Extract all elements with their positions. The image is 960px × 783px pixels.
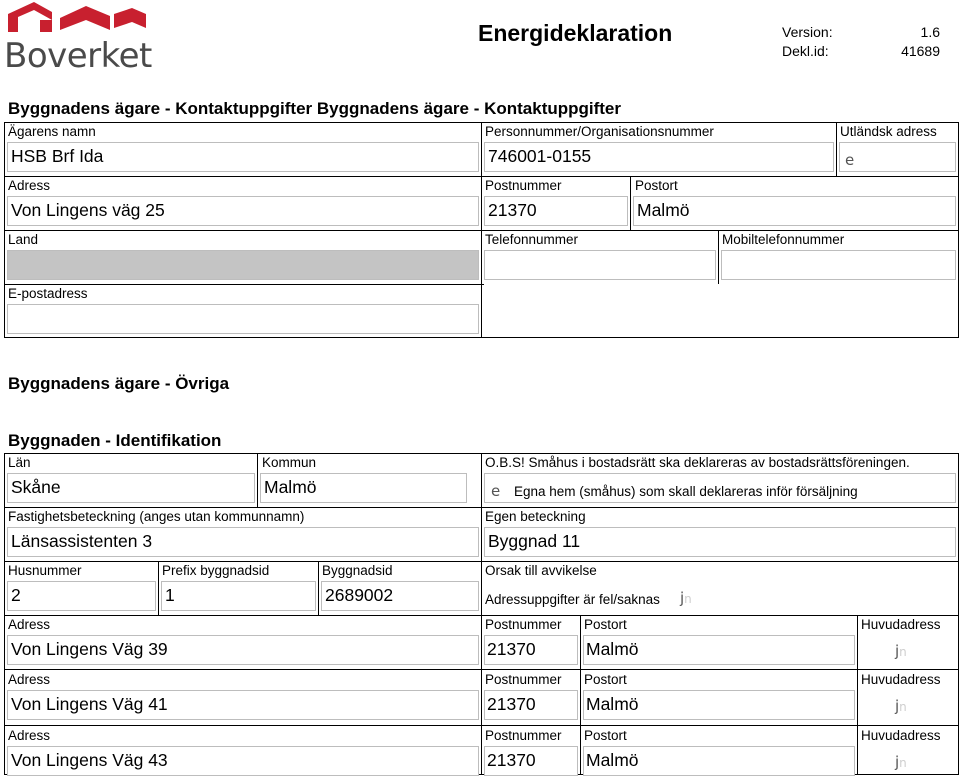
postnr-label: Postnummer <box>485 672 562 687</box>
foreign-address-checkbox[interactable] <box>839 142 956 172</box>
column-divider <box>857 615 858 775</box>
row-divider <box>4 669 959 670</box>
owner-postnr-value: 21370 <box>488 200 537 220</box>
foreign-address-check-icon: e <box>845 151 855 169</box>
orsak-check-icon[interactable]: jn <box>680 589 692 607</box>
postnr-value: 21370 <box>487 694 536 714</box>
postort-label: Postort <box>584 672 627 687</box>
huvudadress-label: Huvudadress <box>861 617 941 632</box>
postnr-label: Postnummer <box>485 617 562 632</box>
row-divider <box>4 561 959 562</box>
postnr-label: Postnummer <box>485 728 562 743</box>
fastighet-value: Länsassistenten 3 <box>11 531 153 551</box>
egna-hem-label: Egna hem (småhus) som skall deklareras inför försäljning <box>514 484 858 499</box>
egna-hem-check-icon: e <box>491 482 501 500</box>
owner-address-value: Von Lingens väg 25 <box>11 200 165 220</box>
page-title: Energideklaration <box>478 20 673 46</box>
row-divider <box>4 725 959 726</box>
husnummer-value: 2 <box>11 585 21 605</box>
byggnadsid-label: Byggnadsid <box>322 563 393 578</box>
phone-field[interactable] <box>484 250 716 280</box>
column-divider <box>481 122 482 338</box>
prefix-label: Prefix byggnadsid <box>162 563 270 578</box>
owner-postort-label: Postort <box>635 178 678 193</box>
owner-name-label: Ägarens namn <box>8 124 96 139</box>
egen-beteckning-label: Egen beteckning <box>485 509 586 524</box>
lan-label: Län <box>8 455 31 470</box>
column-divider <box>836 122 837 176</box>
orgnr-value: 746001-0155 <box>488 146 592 166</box>
huvudadress-label: Huvudadress <box>861 672 941 687</box>
orgnr-label: Personnummer/Organisationsnummer <box>485 124 714 139</box>
address-value: Von Lingens Väg 41 <box>11 694 168 714</box>
row-divider <box>4 615 959 616</box>
orsak-value: Adressuppgifter är fel/saknas <box>485 592 660 607</box>
address-label: Adress <box>8 672 51 687</box>
owner-postnr-label: Postnummer <box>485 178 562 193</box>
postort-value: Malmö <box>586 694 639 714</box>
owner-name-value: HSB Brf Ida <box>11 146 104 166</box>
email-field[interactable] <box>7 304 479 334</box>
postnr-value: 21370 <box>487 639 536 659</box>
version-value: 1.6 <box>920 24 940 40</box>
address-value: Von Lingens Väg 39 <box>11 639 168 659</box>
email-label: E-postadress <box>8 286 88 301</box>
row-divider <box>4 284 484 285</box>
owner-contact-heading: Byggnadens ägare - Kontaktuppgifter Byggnadens ägare - Kontaktuppgifter <box>8 99 622 118</box>
fastighet-label: Fastighetsbeteckning (anges utan kommunnamn) <box>8 509 305 524</box>
land-label: Land <box>8 232 39 247</box>
byggnadsid-value: 2689002 <box>325 585 394 605</box>
column-divider <box>580 615 581 775</box>
row-divider <box>4 507 959 508</box>
huvudadress-check-icon[interactable]: jn <box>895 697 907 715</box>
egen-beteckning-value: Byggnad 11 <box>488 531 581 551</box>
postort-value: Malmö <box>586 750 639 770</box>
column-divider <box>257 453 258 507</box>
owner-address-label: Adress <box>8 178 51 193</box>
postnr-value: 21370 <box>487 750 536 770</box>
land-field[interactable] <box>7 250 479 280</box>
version-label: Version: <box>782 24 833 40</box>
orsak-label: Orsak till avvikelse <box>485 563 597 578</box>
obs-note: O.B.S! Småhus i bostadsrätt ska deklareras av bostadsrättsföreningen. <box>485 455 910 470</box>
husnummer-field[interactable] <box>7 581 156 611</box>
address-value: Von Lingens Väg 43 <box>11 750 168 770</box>
column-divider <box>630 176 631 230</box>
kommun-label: Kommun <box>262 455 317 470</box>
postort-label: Postort <box>584 728 627 743</box>
mobile-label: Mobiltelefonnummer <box>722 232 845 247</box>
mobile-field[interactable] <box>721 250 956 280</box>
owner-postort-value: Malmö <box>637 200 690 220</box>
kommun-value: Malmö <box>264 477 317 497</box>
foreign-address-label: Utländsk adress <box>840 124 937 139</box>
column-divider <box>158 561 159 615</box>
owner-other-heading: Byggnadens ägare - Övriga <box>8 374 230 393</box>
prefix-value: 1 <box>165 585 175 605</box>
prefix-field[interactable] <box>161 581 316 611</box>
address-label: Adress <box>8 617 51 632</box>
column-divider <box>318 561 319 615</box>
lan-value: Skåne <box>11 477 61 497</box>
phone-label: Telefonnummer <box>485 232 579 247</box>
deklid-value: 41689 <box>901 43 940 59</box>
postort-label: Postort <box>584 617 627 632</box>
address-label: Adress <box>8 728 51 743</box>
postort-value: Malmö <box>586 639 639 659</box>
huvudadress-check-icon[interactable]: jn <box>895 642 907 660</box>
deklid-label: Dekl.id: <box>782 43 829 59</box>
huvudadress-check-icon[interactable]: jn <box>895 753 907 771</box>
brand-name: Boverket <box>4 36 152 76</box>
building-heading: Byggnaden - Identifikation <box>8 431 222 450</box>
husnummer-label: Husnummer <box>8 563 82 578</box>
huvudadress-label: Huvudadress <box>861 728 941 743</box>
column-divider <box>718 230 719 284</box>
